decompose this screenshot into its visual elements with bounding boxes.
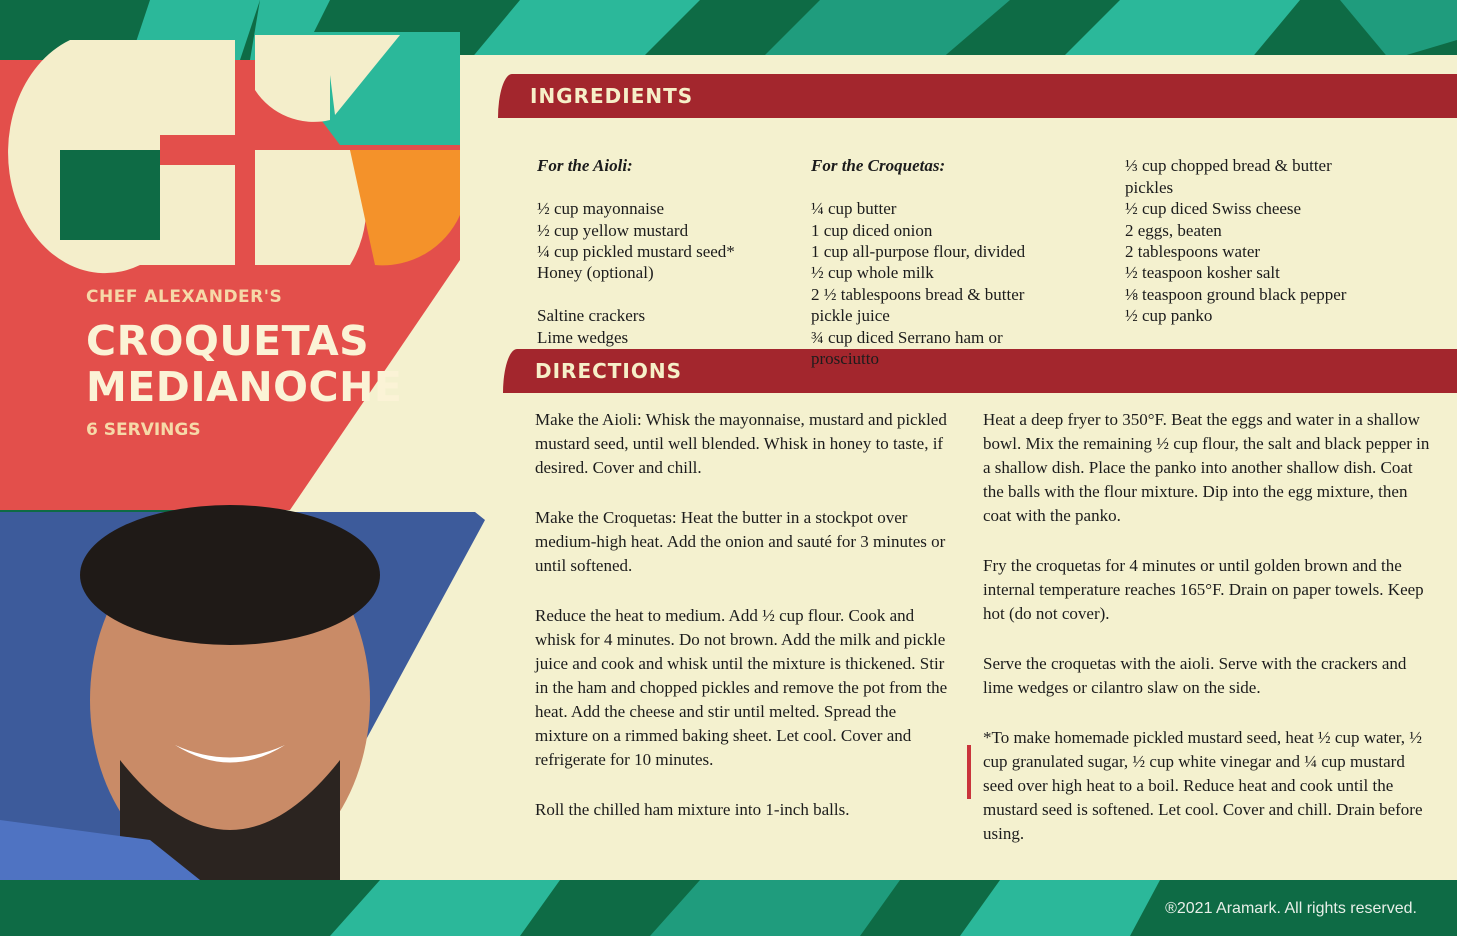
direction-step: Fry the croquetas for 4 minutes or until golden brown and the internal temperature reaches 165°F. Drain on paper towels. Keep hot (do not cover).	[983, 556, 1424, 623]
direction-step: Reduce the heat to medium. Add ½ cup flour. Cook and whisk for 4 minutes. Do not brown. Add the milk and pickle juice and cook and whisk until the mixture is thickened. Stir in the ham and chopped pickles and remove the pot from the heat. Add the cheese and stir until melted. Spread the mixture on a rimmed baking sheet. Let cool. Cover and refrigerate for 10 minutes.	[535, 606, 948, 769]
left-brand-block	[0, 0, 520, 936]
recipe-title: CROQUETAS MEDIANOCHE	[86, 317, 403, 411]
direction-step: Serve the croquetas with the aioli. Serve with the crackers and lime wedges or cilantro slaw on the side.	[983, 654, 1407, 697]
copyright: ®2021 Aramark. All rights reserved.	[1165, 900, 1417, 917]
direction-step: Roll the chilled ham mixture into 1-inch balls.	[535, 800, 850, 819]
direction-step: Heat a deep fryer to 350°F. Beat the eggs and water in a shallow bowl. Mix the remaining ½ cup flour, the salt and black pepper in a shallow dish. Place the panko into another shallow dish. Coat the balls with the flour mixture. Dip into the egg mixture, then coat with the panko.	[983, 410, 1430, 525]
directions-heading: DIRECTIONS	[503, 349, 1457, 393]
direction-step: Make the Croquetas: Heat the butter in a stockpot over medium-high heat. Add the onion and sauté for 3 minutes or until softened.	[535, 508, 946, 575]
ingredients-col-croquetas: For the Croquetas: ¼ cup butter 1 cup diced onion 1 cup all-purpose flour, divided ½ cup whole milk 2 ½ tablespoons bread & butter pickle juice ¾ cup diced Serrano ham or prosciutto	[811, 156, 1026, 369]
chef-name: CHEF ALEXANDER'S	[86, 287, 283, 307]
footnote-marker	[967, 745, 971, 799]
direction-step: Make the Aioli: Whisk the mayonnaise, mustard and pickled mustard seed, until well blended. Whisk in honey to taste, if desired. Cover and chill.	[535, 410, 947, 477]
ingredients-heading: INGREDIENTS	[498, 74, 1457, 118]
directions-right	[983, 408, 1433, 872]
footnote: *To make homemade pickled mustard seed, heat ½ cup water, ½ cup granulated sugar, ½ cup white vinegar and ¼ cup mustard seed over high heat to a boil. Reduce heat and cook until the mustard seed is softened. Let cool. Cover and chill. Drain before using.	[983, 728, 1423, 843]
ingredients-col-more: ⅓ cup chopped bread & butter pickles ½ cup diced Swiss cheese 2 eggs, beaten 2 tablespoons water ½ teaspoon kosher salt ⅛ teaspoon ground black pepper ½ cup panko	[1125, 156, 1347, 326]
servings: 6 SERVINGS	[86, 420, 201, 440]
ingredients-col-aioli: For the Aioli: ½ cup mayonnaise ½ cup yellow mustard ¼ cup pickled mustard seed* Honey (optional) Saltine crackers Lime wedges	[537, 156, 735, 347]
directions-left	[535, 408, 950, 848]
